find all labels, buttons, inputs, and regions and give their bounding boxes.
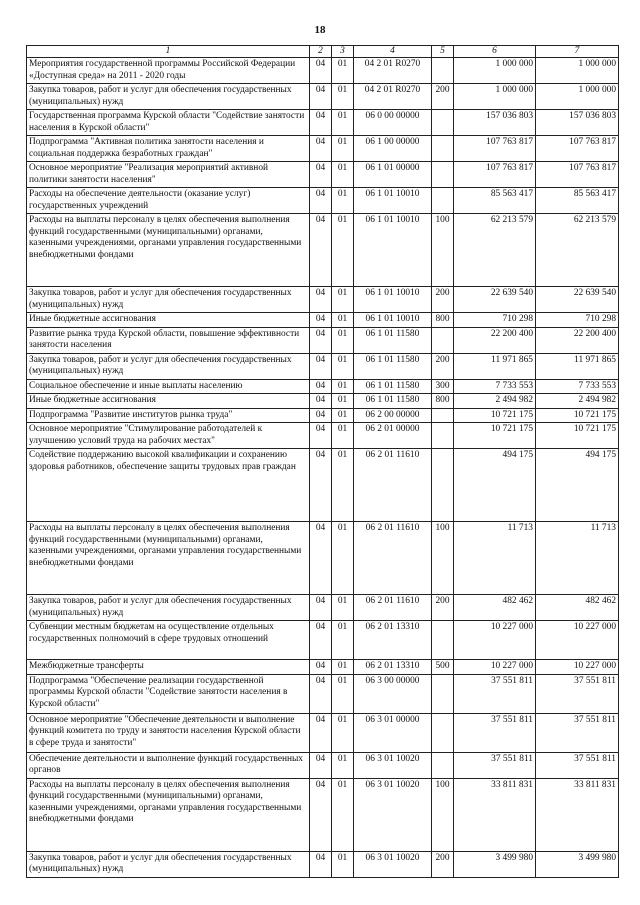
table-row <box>27 621 619 660</box>
target-article-cell: 06 1 01 11580 <box>354 353 432 379</box>
item-name-cell: Иные бюджетные ассигнования <box>27 394 310 408</box>
target-article-cell: 06 1 01 10010 <box>354 313 432 327</box>
header-col-1: 1 <box>27 46 310 58</box>
amount-col6-cell: 1 000 000 <box>454 84 536 110</box>
table-row <box>27 136 619 162</box>
section-code-cell: 04 <box>310 353 332 379</box>
amount-col7-cell: 107 763 817 <box>536 162 619 188</box>
target-article-cell: 06 1 01 00000 <box>354 162 432 188</box>
amount-col6-cell: 85 563 417 <box>454 188 536 214</box>
subsection-code-cell: 01 <box>332 713 354 752</box>
header-col-3: 3 <box>332 46 354 58</box>
amount-col6-cell: 107 763 817 <box>454 136 536 162</box>
table-row <box>27 394 619 408</box>
item-name-cell: Основное мероприятие "Реализация мероприятий активной политики занятости населения" <box>27 162 310 188</box>
section-code-cell: 04 <box>310 394 332 408</box>
target-article-cell: 06 1 01 10010 <box>354 214 432 287</box>
item-name-cell: Основное мероприятие "Стимулирование работодателей к улучшению условий труда на рабочих местах" <box>27 423 310 449</box>
item-name-cell: Государственная программа Курской области "Содействие занятости населения в Курской области" <box>27 110 310 136</box>
section-code-cell: 04 <box>310 327 332 353</box>
section-code-cell: 04 <box>310 313 332 327</box>
amount-col7-cell: 22 200 400 <box>536 327 619 353</box>
section-code-cell: 04 <box>310 214 332 287</box>
item-name-cell: Расходы на выплаты персоналу в целях обеспечения выполнения функций государственными (муниципальными) органами, казенными учреждениями, органами управления государственными внебюджетными фондами <box>27 214 310 287</box>
subsection-code-cell: 01 <box>332 84 354 110</box>
section-code-cell: 04 <box>310 752 332 778</box>
expense-type-cell <box>432 188 454 214</box>
target-article-cell: 06 2 01 13310 <box>354 621 432 660</box>
expense-type-cell <box>432 327 454 353</box>
expense-type-cell <box>432 408 454 422</box>
amount-col6-cell: 37 551 811 <box>454 674 536 713</box>
section-code-cell: 04 <box>310 408 332 422</box>
table-row <box>27 287 619 313</box>
subsection-code-cell: 01 <box>332 188 354 214</box>
expense-type-cell: 800 <box>432 313 454 327</box>
target-article-cell: 06 2 00 00000 <box>354 408 432 422</box>
amount-col6-cell: 62 213 579 <box>454 214 536 287</box>
target-article-cell: 06 1 01 10010 <box>354 188 432 214</box>
target-article-cell: 06 2 01 00000 <box>354 423 432 449</box>
amount-col6-cell: 37 551 811 <box>454 713 536 752</box>
amount-col7-cell: 22 639 540 <box>536 287 619 313</box>
header-col-2: 2 <box>310 46 332 58</box>
subsection-code-cell: 01 <box>332 752 354 778</box>
expense-type-cell: 200 <box>432 595 454 621</box>
header-col-5: 5 <box>432 46 454 58</box>
item-name-cell: Подпрограмма "Обеспечение реализации государственной программы Курской области "Содействие занятости населения в Курской области" <box>27 674 310 713</box>
subsection-code-cell: 01 <box>332 394 354 408</box>
item-name-cell: Межбюджетные трансферты <box>27 660 310 674</box>
table-row <box>27 752 619 778</box>
expense-type-cell: 200 <box>432 84 454 110</box>
table-row <box>27 162 619 188</box>
subsection-code-cell: 01 <box>332 110 354 136</box>
amount-col7-cell: 107 763 817 <box>536 136 619 162</box>
amount-col7-cell: 482 462 <box>536 595 619 621</box>
expense-type-cell <box>432 752 454 778</box>
expense-type-cell: 100 <box>432 778 454 851</box>
subsection-code-cell: 01 <box>332 327 354 353</box>
item-name-cell: Закупка товаров, работ и услуг для обеспечения государственных (муниципальных) нужд <box>27 84 310 110</box>
target-article-cell: 06 1 01 11580 <box>354 394 432 408</box>
item-name-cell: Субвенции местным бюджетам на осуществление отдельных государственных полномочий в сфере трудовых отношений <box>27 621 310 660</box>
expense-type-cell <box>432 621 454 660</box>
table-row <box>27 353 619 379</box>
target-article-cell: 04 2 01 R0270 <box>354 58 432 84</box>
amount-col6-cell: 1 000 000 <box>454 58 536 84</box>
target-article-cell: 04 2 01 R0270 <box>354 84 432 110</box>
subsection-code-cell: 01 <box>332 136 354 162</box>
amount-col7-cell: 10 227 000 <box>536 621 619 660</box>
item-name-cell: Закупка товаров, работ и услуг для обеспечения государственных (муниципальных) нужд <box>27 595 310 621</box>
amount-col6-cell: 11 713 <box>454 522 536 595</box>
target-article-cell: 06 1 01 10010 <box>354 287 432 313</box>
target-article-cell: 06 0 00 00000 <box>354 110 432 136</box>
section-code-cell: 04 <box>310 110 332 136</box>
section-code-cell: 04 <box>310 778 332 851</box>
expense-type-cell: 500 <box>432 660 454 674</box>
section-code-cell: 04 <box>310 423 332 449</box>
expense-type-cell: 200 <box>432 851 454 877</box>
target-article-cell: 06 2 01 11610 <box>354 595 432 621</box>
table-row <box>27 379 619 393</box>
section-code-cell: 04 <box>310 162 332 188</box>
section-code-cell: 04 <box>310 136 332 162</box>
expense-type-cell <box>432 58 454 84</box>
expense-type-cell: 200 <box>432 353 454 379</box>
subsection-code-cell: 01 <box>332 522 354 595</box>
table-row <box>27 327 619 353</box>
table-row <box>27 522 619 595</box>
subsection-code-cell: 01 <box>332 621 354 660</box>
target-article-cell: 06 1 00 00000 <box>354 136 432 162</box>
target-article-cell: 06 1 01 11580 <box>354 327 432 353</box>
expense-type-cell: 300 <box>432 379 454 393</box>
amount-col7-cell: 62 213 579 <box>536 214 619 287</box>
amount-col6-cell: 482 462 <box>454 595 536 621</box>
item-name-cell: Иные бюджетные ассигнования <box>27 313 310 327</box>
amount-col7-cell: 157 036 803 <box>536 110 619 136</box>
amount-col6-cell: 11 971 865 <box>454 353 536 379</box>
amount-col7-cell: 2 494 982 <box>536 394 619 408</box>
amount-col7-cell: 37 551 811 <box>536 752 619 778</box>
amount-col6-cell: 7 733 553 <box>454 379 536 393</box>
item-name-cell: Содействие поддержанию высокой квалификации и сохранению здоровья работников, обеспечение защиты трудовых прав граждан <box>27 449 310 522</box>
section-code-cell: 04 <box>310 58 332 84</box>
subsection-code-cell: 01 <box>332 674 354 713</box>
expense-type-cell <box>432 674 454 713</box>
section-code-cell: 04 <box>310 188 332 214</box>
table-row <box>27 214 619 287</box>
amount-col6-cell: 107 763 817 <box>454 162 536 188</box>
table-row <box>27 110 619 136</box>
amount-col6-cell: 33 811 831 <box>454 778 536 851</box>
subsection-code-cell: 01 <box>332 313 354 327</box>
header-col-7: 7 <box>536 46 619 58</box>
target-article-cell: 06 1 01 11580 <box>354 379 432 393</box>
item-name-cell: Закупка товаров, работ и услуг для обеспечения государственных (муниципальных) нужд <box>27 353 310 379</box>
subsection-code-cell: 01 <box>332 660 354 674</box>
header-row <box>27 46 619 58</box>
table-body <box>27 58 619 877</box>
amount-col7-cell: 3 499 980 <box>536 851 619 877</box>
amount-col6-cell: 710 298 <box>454 313 536 327</box>
amount-col7-cell: 37 551 811 <box>536 713 619 752</box>
table-row <box>27 408 619 422</box>
expense-type-cell <box>432 713 454 752</box>
target-article-cell: 06 3 01 00000 <box>354 713 432 752</box>
section-code-cell: 04 <box>310 713 332 752</box>
amount-col6-cell: 2 494 982 <box>454 394 536 408</box>
table-row <box>27 660 619 674</box>
expense-type-cell: 200 <box>432 287 454 313</box>
amount-col7-cell: 10 227 000 <box>536 660 619 674</box>
expense-type-cell <box>432 136 454 162</box>
item-name-cell: Подпрограмма "Активная политика занятости населения и социальная поддержка безработных граждан" <box>27 136 310 162</box>
section-code-cell: 04 <box>310 84 332 110</box>
page-number: 18 <box>314 24 326 36</box>
table-row <box>27 423 619 449</box>
amount-col6-cell: 10 227 000 <box>454 621 536 660</box>
subsection-code-cell: 01 <box>332 162 354 188</box>
amount-col7-cell: 1 000 000 <box>536 58 619 84</box>
expense-type-cell: 800 <box>432 394 454 408</box>
table-row <box>27 851 619 877</box>
item-name-cell: Развитие рынка труда Курской области, повышение эффективности занятости населения <box>27 327 310 353</box>
item-name-cell: Закупка товаров, работ и услуг для обеспечения государственных (муниципальных) нужд <box>27 287 310 313</box>
expense-type-cell: 100 <box>432 522 454 595</box>
amount-col7-cell: 85 563 417 <box>536 188 619 214</box>
amount-col7-cell: 11 971 865 <box>536 353 619 379</box>
amount-col6-cell: 22 200 400 <box>454 327 536 353</box>
section-code-cell: 04 <box>310 595 332 621</box>
table-row <box>27 674 619 713</box>
target-article-cell: 06 3 00 00000 <box>354 674 432 713</box>
expense-type-cell <box>432 110 454 136</box>
amount-col6-cell: 37 551 811 <box>454 752 536 778</box>
section-code-cell: 04 <box>310 674 332 713</box>
amount-col7-cell: 10 721 175 <box>536 408 619 422</box>
target-article-cell: 06 2 01 11610 <box>354 522 432 595</box>
section-code-cell: 04 <box>310 379 332 393</box>
table-row <box>27 188 619 214</box>
table-row <box>27 58 619 84</box>
target-article-cell: 06 3 01 10020 <box>354 752 432 778</box>
subsection-code-cell: 01 <box>332 851 354 877</box>
amount-col6-cell: 10 227 000 <box>454 660 536 674</box>
target-article-cell: 06 2 01 11610 <box>354 449 432 522</box>
section-code-cell: 04 <box>310 660 332 674</box>
item-name-cell: Расходы на обеспечение деятельности (оказание услуг) государственных учреждений <box>27 188 310 214</box>
section-code-cell: 04 <box>310 851 332 877</box>
amount-col7-cell: 1 000 000 <box>536 84 619 110</box>
amount-col7-cell: 710 298 <box>536 313 619 327</box>
subsection-code-cell: 01 <box>332 214 354 287</box>
target-article-cell: 06 3 01 10020 <box>354 851 432 877</box>
amount-col6-cell: 10 721 175 <box>454 423 536 449</box>
subsection-code-cell: 01 <box>332 353 354 379</box>
table-row <box>27 313 619 327</box>
item-name-cell: Мероприятия государственной программы Российской Федерации «Доступная среда» на 2011 - 2020 годы <box>27 58 310 84</box>
section-code-cell: 04 <box>310 287 332 313</box>
amount-col6-cell: 22 639 540 <box>454 287 536 313</box>
header-col-6: 6 <box>454 46 536 58</box>
item-name-cell: Подпрограмма "Развитие институтов рынка труда" <box>27 408 310 422</box>
subsection-code-cell: 01 <box>332 379 354 393</box>
item-name-cell: Обеспечение деятельности и выполнение функций государственных органов <box>27 752 310 778</box>
subsection-code-cell: 01 <box>332 287 354 313</box>
subsection-code-cell: 01 <box>332 408 354 422</box>
section-code-cell: 04 <box>310 449 332 522</box>
table-row <box>27 449 619 522</box>
table-row <box>27 84 619 110</box>
expense-type-cell <box>432 162 454 188</box>
expense-type-cell <box>432 423 454 449</box>
amount-col7-cell: 10 721 175 <box>536 423 619 449</box>
item-name-cell: Расходы на выплаты персоналу в целях обеспечения выполнения функций государственными (муниципальными) органами, казенными учреждениями, органами управления государственными внебюджетными фондами <box>27 522 310 595</box>
expense-type-cell <box>432 449 454 522</box>
target-article-cell: 06 3 01 10020 <box>354 778 432 851</box>
item-name-cell: Расходы на выплаты персоналу в целях обеспечения выполнения функций государственными (муниципальными) органами, казенными учреждениями, органами управления государственными внебюджетными фондами <box>27 778 310 851</box>
item-name-cell: Закупка товаров, работ и услуг для обеспечения государственных (муниципальных) нужд <box>27 851 310 877</box>
expense-type-cell: 100 <box>432 214 454 287</box>
amount-col7-cell: 494 175 <box>536 449 619 522</box>
subsection-code-cell: 01 <box>332 778 354 851</box>
amount-col7-cell: 37 551 811 <box>536 674 619 713</box>
subsection-code-cell: 01 <box>332 449 354 522</box>
item-name-cell: Основное мероприятие "Обеспечение деятельности и выполнение функций комитета по труду и занятости населения Курской области в сфере труда и занятости" <box>27 713 310 752</box>
amount-col7-cell: 7 733 553 <box>536 379 619 393</box>
amount-col7-cell: 33 811 831 <box>536 778 619 851</box>
table-row <box>27 595 619 621</box>
budget-table <box>26 45 619 878</box>
subsection-code-cell: 01 <box>332 423 354 449</box>
section-code-cell: 04 <box>310 621 332 660</box>
amount-col7-cell: 11 713 <box>536 522 619 595</box>
header-col-4: 4 <box>354 46 432 58</box>
table-row <box>27 713 619 752</box>
subsection-code-cell: 01 <box>332 58 354 84</box>
section-code-cell: 04 <box>310 522 332 595</box>
amount-col6-cell: 10 721 175 <box>454 408 536 422</box>
amount-col6-cell: 3 499 980 <box>454 851 536 877</box>
item-name-cell: Социальное обеспечение и иные выплаты населению <box>27 379 310 393</box>
amount-col6-cell: 494 175 <box>454 449 536 522</box>
target-article-cell: 06 2 01 13310 <box>354 660 432 674</box>
subsection-code-cell: 01 <box>332 595 354 621</box>
table-row <box>27 778 619 851</box>
amount-col6-cell: 157 036 803 <box>454 110 536 136</box>
